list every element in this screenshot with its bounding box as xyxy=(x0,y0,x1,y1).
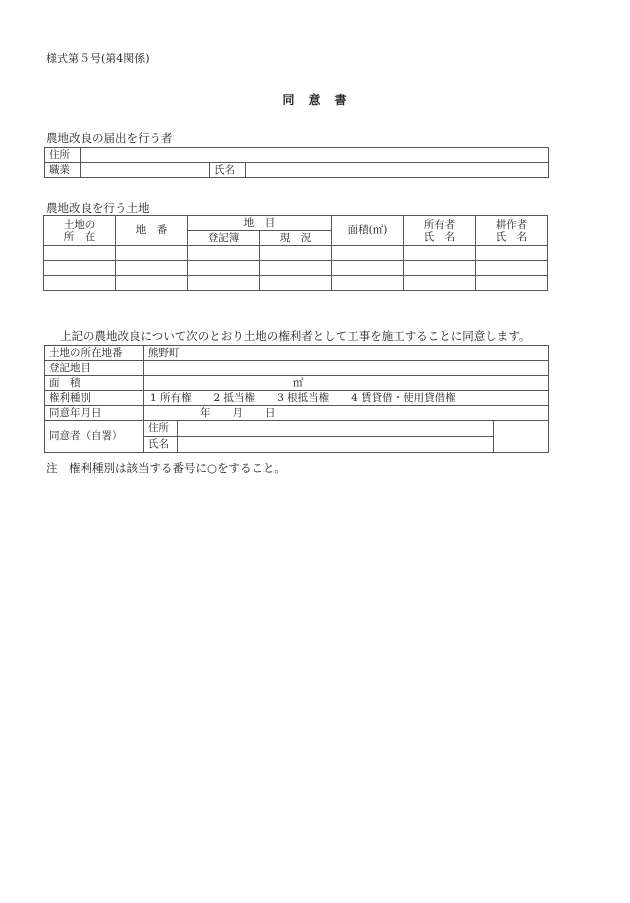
consenter-address-label: 住所 xyxy=(144,421,178,437)
registered-category-label: 登記地目 xyxy=(45,361,144,376)
registered-category-field[interactable] xyxy=(144,361,549,376)
header-owner xyxy=(404,216,476,246)
table-row xyxy=(44,246,548,261)
cell[interactable] xyxy=(188,246,260,261)
land-table xyxy=(43,215,548,291)
consenter-address-field[interactable] xyxy=(178,421,494,437)
rights-option-revolving-mortgage[interactable]: 3 根抵当権 xyxy=(277,391,330,404)
table-row xyxy=(44,276,548,291)
area-field[interactable] xyxy=(144,376,549,391)
header-owner-line2: 氏 名 xyxy=(423,230,456,243)
address-label: 住所 xyxy=(45,148,81,163)
rights-option-mortgage[interactable]: 2 抵当権 xyxy=(213,391,256,404)
consenter-label: 同意者（自署） xyxy=(45,421,144,453)
area-label: 面 積 xyxy=(45,376,144,391)
date-day: 日 xyxy=(265,406,276,419)
cell[interactable] xyxy=(332,246,404,261)
location-label: 土地の所在地番 xyxy=(45,346,144,361)
cell[interactable] xyxy=(404,276,476,291)
header-owner-line1: 所有者 xyxy=(423,218,456,231)
rights-options xyxy=(144,391,549,406)
consent-statement: 上記の農地改良について次のとおり土地の権利者として工事を施工することに同意します。 xyxy=(60,329,531,343)
cell[interactable] xyxy=(116,261,188,276)
consenter-name-field[interactable] xyxy=(178,437,494,453)
header-location-line2: 所 在 xyxy=(63,230,96,243)
consent-table xyxy=(44,345,549,453)
rights-option-lease[interactable]: 4 賃貸借・使用貸借権 xyxy=(351,391,456,404)
location-field[interactable]: 熊野町 xyxy=(144,346,549,361)
header-lot-number: 地 番 xyxy=(116,216,188,246)
cell[interactable] xyxy=(44,261,116,276)
date-label: 同意年月日 xyxy=(45,406,144,421)
table-row xyxy=(44,261,548,276)
form-number: 様式第５号(第4関係) xyxy=(46,52,150,65)
applicant-heading: 農地改良の届出を行う者 xyxy=(46,131,173,145)
note: 注 権利種別は該当する番号に○をすること。 xyxy=(46,461,287,475)
rights-option-ownership[interactable]: 1 所有権 xyxy=(150,391,192,404)
cell[interactable] xyxy=(332,261,404,276)
cell[interactable] xyxy=(476,261,548,276)
header-cultivator-line2: 氏 名 xyxy=(495,230,528,243)
name-field[interactable] xyxy=(246,163,549,178)
cell[interactable] xyxy=(44,276,116,291)
date-month: 月 xyxy=(232,406,243,419)
cell[interactable] xyxy=(404,246,476,261)
cell[interactable] xyxy=(260,276,332,291)
area-unit: ㎡ xyxy=(293,376,304,389)
cell[interactable] xyxy=(44,246,116,261)
cell[interactable] xyxy=(332,276,404,291)
seal-box xyxy=(494,421,549,453)
header-location xyxy=(44,216,116,246)
header-location-line1: 土地の xyxy=(63,218,96,231)
land-heading: 農地改良を行う土地 xyxy=(46,201,150,215)
header-cultivator-line1: 耕作者 xyxy=(495,218,528,231)
rights-label: 権利種別 xyxy=(45,391,144,406)
cell[interactable] xyxy=(476,276,548,291)
cell[interactable] xyxy=(260,246,332,261)
cell[interactable] xyxy=(260,261,332,276)
consenter-name-label: 氏名 xyxy=(144,437,178,453)
cell[interactable] xyxy=(188,261,260,276)
cell[interactable] xyxy=(116,246,188,261)
date-year: 年 xyxy=(200,406,211,419)
occupation-label: 職業 xyxy=(45,163,81,178)
header-cultivator xyxy=(476,216,548,246)
cell[interactable] xyxy=(476,246,548,261)
name-label: 氏名 xyxy=(210,163,246,178)
cell[interactable] xyxy=(188,276,260,291)
header-current: 現 況 xyxy=(260,231,332,246)
cell[interactable] xyxy=(116,276,188,291)
occupation-field[interactable] xyxy=(81,163,210,178)
header-area: 面積(㎡) xyxy=(332,216,404,246)
applicant-table xyxy=(44,147,549,178)
date-field[interactable] xyxy=(144,406,549,421)
address-field[interactable] xyxy=(81,148,549,163)
header-land-category: 地 目 xyxy=(188,216,332,231)
page-title: 同 意 書 xyxy=(282,93,348,107)
cell[interactable] xyxy=(404,261,476,276)
header-registry: 登記簿 xyxy=(188,231,260,246)
